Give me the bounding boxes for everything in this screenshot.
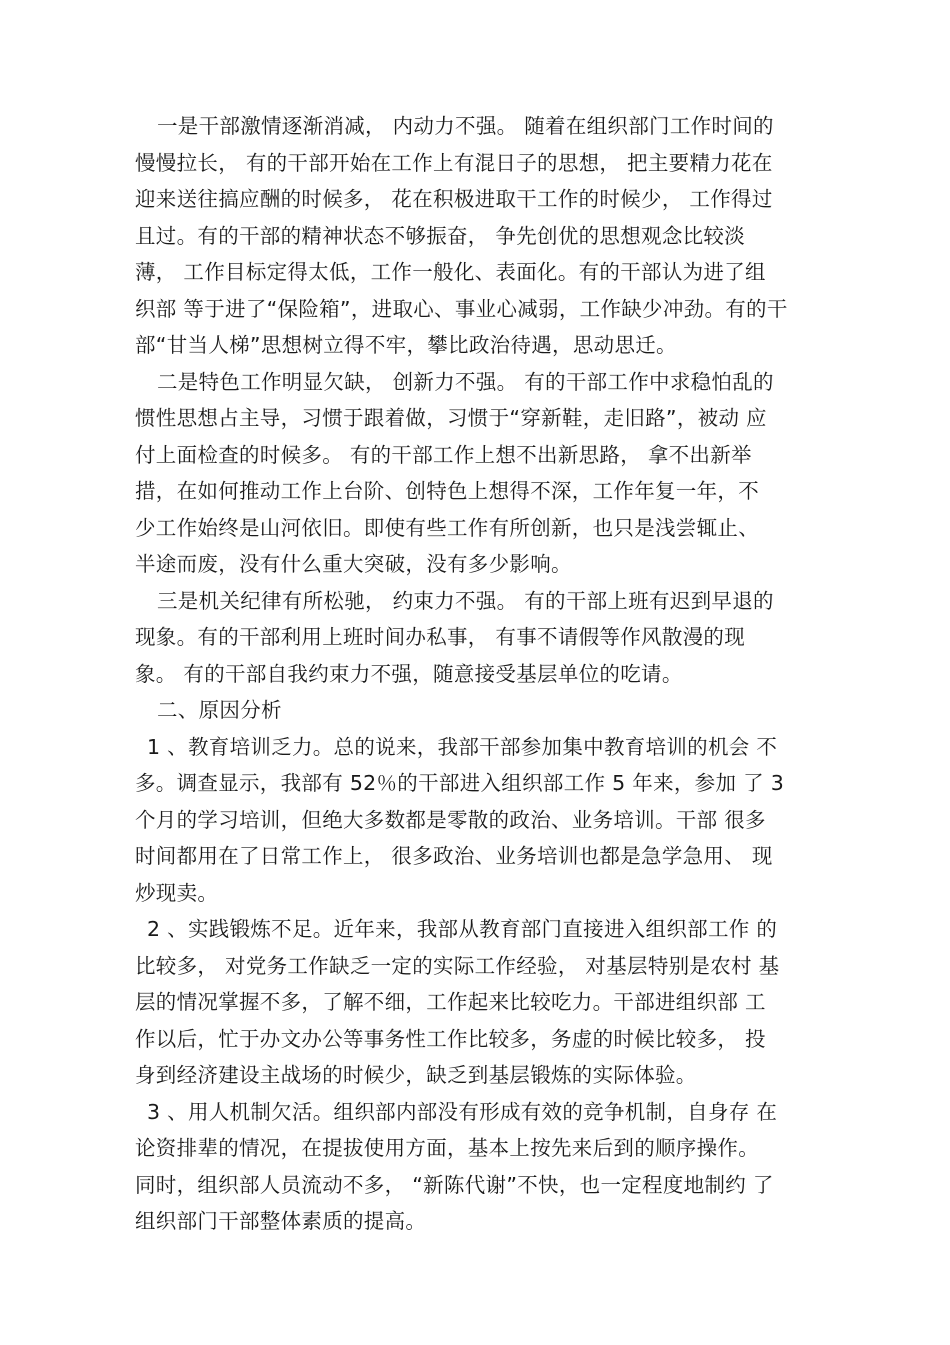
paragraph-line: 多。调查显示，我部有 52％的干部进入组织部工作 5 年来，参加 了 3 [135,771,785,795]
paragraph-line: 3 、用人机制欠活。组织部内部没有形成有效的竞争机制，自身存 在 [147,1099,778,1124]
paragraph-line: 织部 等于进了“保险箱”，进取心、事业心减弱，工作缺少冲劲。有的干 [135,296,788,321]
paragraph-line: 2 、实践锻炼不足。近年来，我部从教育部门直接进入组织部工作 的 [147,917,778,941]
paragraph-line: 层的情况掌握不多，了解不细，工作起来比较吃力。干部进组织部 工 [135,990,766,1014]
paragraph-line: 组织部门干部整体素质的提高。 [135,1209,427,1233]
paragraph-line: 象。 有的干部自我约束力不强，随意接受基层单位的吃请。 [135,661,683,686]
paragraph-line: 部“甘当人梯”思想树立得不牢，攀比政治待遇，思动思迁。 [135,333,677,357]
paragraph-line: 惯性思想占主导，习惯于跟着做，习惯于“穿新鞋，走旧路”，被动 应 [135,406,767,430]
paragraph-line: 薄， 工作目标定得太低，工作一般化、表面化。有的干部认为进了组 [135,260,766,284]
paragraph-line: 付上面检查的时候多。 有的干部工作上想不出新思路， 拿不出新举 [135,442,752,467]
paragraph-line: 同时，组织部人员流动不多， “新陈代谢”不快，也一定程度地制约 了 [135,1172,774,1197]
paragraph-line: 1 、教育培训乏力。总的说来，我部干部参加集中教育培训的机会 不 [147,734,778,759]
paragraph-line: 且过。有的干部的精神状态不够振奋， 争先创优的思想观念比较淡 [135,223,746,248]
paragraph-line: 迎来送往搞应酬的时候多， 花在积极进取干工作的时候少， 工作得过 [135,187,773,211]
paragraph-line: 半途而废，没有什么重大突破，没有多少影响。 [135,552,572,576]
paragraph-line: 炒现卖。 [135,880,219,905]
paragraph-line: 措，在如何推动工作上台阶、创特色上想得不深，工作年复一年，不 [135,479,759,503]
paragraph-line: 论资排辈的情况，在提拔使用方面，基本上按先来后到的顺序操作。 [135,1136,759,1160]
paragraph-line: 个月的学习培训，但绝大多数都是零散的政治、业务培训。干部 很多 [135,807,766,832]
paragraph-line: 现象。有的干部利用上班时间办私事， 有事不请假等作风散漫的现 [135,625,746,649]
section-heading: 二、原因分析 [157,698,282,722]
paragraph-line: 作以后，忙于办文办公等事务性工作比较多，务虚的时候比较多， 投 [135,1026,766,1051]
paragraph-line: 一是干部激情逐渐消减， 内动力不强。 随着在组织部门工作时间的 [157,114,774,138]
paragraph-line: 慢慢拉长， 有的干部开始在工作上有混日子的思想， 把主要精力花在 [135,150,773,175]
paragraph-line: 时间都用在了日常工作上， 很多政治、业务培训也都是急学急用、 现 [135,844,773,868]
paragraph-line: 少工作始终是山河依旧。即使有些工作有所创新，也只是浅尝辄止、 [135,515,759,540]
paragraph-line: 身到经济建设主战场的时候少，缺乏到基层锻炼的实际体验。 [135,1063,697,1087]
paragraph-line: 二是特色工作明显欠缺， 创新力不强。 有的干部工作中求稳怕乱的 [157,369,774,394]
document-body [135,108,815,1240]
paragraph-line: 三是机关纪律有所松驰， 约束力不强。 有的干部上班有迟到早退的 [157,588,774,613]
paragraph-line: 比较多， 对党务工作缺乏一定的实际工作经验， 对基层特别是农村 基 [135,953,780,978]
